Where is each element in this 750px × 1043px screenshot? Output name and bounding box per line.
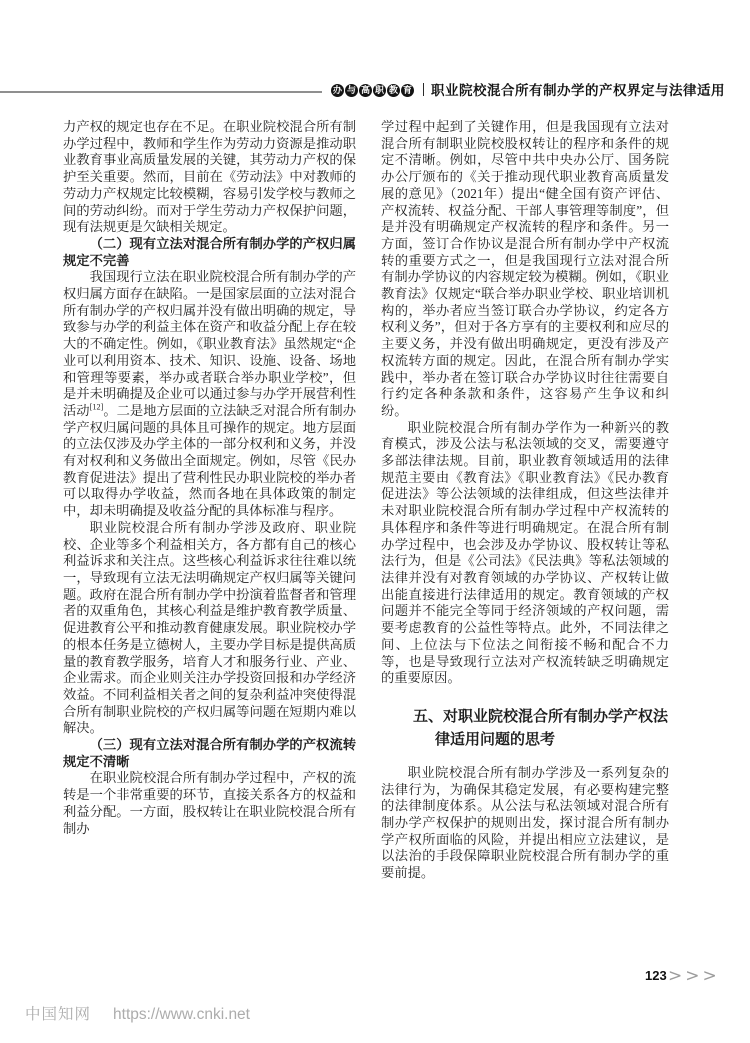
cnki-site-name: 中国知网 xyxy=(25,1006,92,1023)
subsection-heading: （三）现有立法对混合所有制办学的产权流转规定不清晰 xyxy=(63,737,356,769)
header-rule xyxy=(0,91,322,93)
cnki-url: https://www.cnki.net xyxy=(113,1006,250,1023)
subsection-heading: （二）现有立法对混合所有制办学的产权归属规定不完善 xyxy=(63,235,356,268)
left-column xyxy=(63,119,356,837)
column-badge-char: 职 xyxy=(374,85,384,95)
header-separator xyxy=(423,83,424,96)
page-header xyxy=(331,80,725,98)
column-badge-char: 与 xyxy=(346,85,356,95)
section-title: 五、对职业院校混合所有制办学产权法律适用问题的思考 xyxy=(413,708,669,748)
body-paragraph: 力产权的规定也存在不足。在职业院校混合所有制办学过程中，教师和学生作为劳动力资源是推动职业教育事业高质量发展的关键，其劳动力产权的保护至关重要。然而，目前在《劳动法》中对教师的劳动力产权规定比较模糊，容易引发学校与教师之间的劳动纠纷。而对于学生劳动力产权保护问题，现有法规更是欠缺相关规定。 xyxy=(63,119,356,235)
body-paragraph: 在职业院校混合所有制办学过程中，产权的流转是一个非常重要的环节，直接关系各方的权益和利益分配。一方面，股权转让在职业院校混合所有制办 xyxy=(63,770,356,836)
column-badge xyxy=(331,80,415,98)
body-paragraph: 职业院校混合所有制办学涉及政府、职业院校、企业等多个利益相关方，各方都有自己的核心利益诉求和关注点。这些核心利益诉求往往难以统一，导致现有立法无法明确规定产权归属等关键问题。政府在混合所有制办学中扮演着监督者和管理者的双重角色，其核心利益是维护教育教学质量、促进教育公平和推动教育健康发展。职业院校办学的根本任务是立德树人，主要办学目标是提供高质量的教育教学服务，培育人才和服务行业、产业、企业需求。而企业则关注办学投资回报和办学经济效益。不同利益相关者之间的复杂利益冲突使得混合所有制职业院校的产权归属等问题在短期内难以解决。 xyxy=(63,519,356,736)
body-paragraph: 职业院校混合所有制办学涉及一系列复杂的法律行为，为确保其稳定发展，有必要构建完整的法律制度体系。从公法与私法领域对混合所有制办学产权保护的规则出发，探讨混合所有制办学产权所面临的风险，并提出相应立法建议，是以法治的手段保障职业院校混合所有制办学的重要前提。 xyxy=(381,764,669,881)
pagination-chevrons-icon: >>> xyxy=(668,966,720,986)
column-badge-char: 育 xyxy=(402,85,412,95)
body-paragraph: 我国现行立法在职业院校混合所有制办学的产权归属方面存在缺陷。一是国家层面的立法对混合所有制办学的产权归属并没有做出明确的规定，导致参与办学的利益主体在资产和收益分配上存在较大的不确定性。例如，《职业教育法》虽然规定“企业可以利用资本、技术、知识、设施、设备、场地和管理等要素，举办或者联合举办职业学校”，但是并未明确提及企业可以通过参与办学开展营利性活动[12]。二是地方层面的立法缺乏对混合所有制办学产权归属问题的具体且可操作的规定。地方层面的立法仅涉及办学主体的一部分权利和义务，并没有对权利和义务做出全面规定。例如，尽管《民办教育促进法》提出了营利性民办职业院校的举办者可以取得办学收益，然而各地在具体政策的制定中，却未明确提及收益分配的具体标准与程序。 xyxy=(63,269,357,519)
right-column xyxy=(381,119,669,882)
body-paragraph: 职业院校混合所有制办学作为一种新兴的教育模式，涉及公法与私法领域的交叉，需要遵守多部法律法规。目前，职业教育领域适用的法律规范主要由《教育法》《职业教育法》《民办教育促进法》等公法领域的法律组成，但这些法律并未对职业院校混合所有制办学过程中产权流转的具体程序和条件等进行明确规定。在混合所有制办学过程中，也会涉及办学协议、股权转让等私法行为，但是《公司法》《民法典》等私法领域的法律并没有对教育领域的办学协议、产权转让做出能直接进行法律适用的规定。教育领域的产权问题并不能完全等同于经济领域的产权问题，需要考虑教育的公益性等特点。此外，不同法律之间、上位法与下位法之间衔接不畅和配合不力等，也是导致现行立法对产权流转缺乏明确规定的重要原因。 xyxy=(381,419,669,686)
cnki-watermark xyxy=(25,1002,250,1024)
column-badge-char: 教 xyxy=(388,85,398,95)
body-paragraph: 学过程中起到了关键作用，但是我国现有立法对混合所有制职业院校股权转让的程序和条件的规定不清晰。例如，尽管中共中央办公厅、国务院办公厅颁布的《关于推动现代职业教育高质量发展的意见》（2021年）提出“健全国有资产评估、产权流转、权益分配、干部人事管理等制度”，但是并没有明确规定产权流转的程序和条件。另一方面，签订合作协议是混合所有制办学中产权流转的重要方式之一，但是我国现行立法对混合所有制办学协议的内容规定较为模糊。例如，《职业教育法》仅规定“联合举办职业学校、职业培训机构的，举办者应当签订联合办学协议，约定各方权利义务”，但对于各方享有的主要权利和应尽的主要义务，并没有做出明确规定，更没有涉及产权流转方面的规定。因此，在混合所有制办学实践中，举办者在签订联合办学协议时往往需要自行约定各种条款和条件，这容易产生争议和纠纷。 xyxy=(381,119,669,418)
running-head-article-title: 职业院校混合所有制办学的产权界定与法律适用 xyxy=(431,83,725,98)
citation-ref: [12] xyxy=(89,402,104,412)
page-number: 123 xyxy=(645,968,667,983)
column-badge-char: 办 xyxy=(332,85,342,95)
column-badge-char: 高 xyxy=(360,85,370,95)
